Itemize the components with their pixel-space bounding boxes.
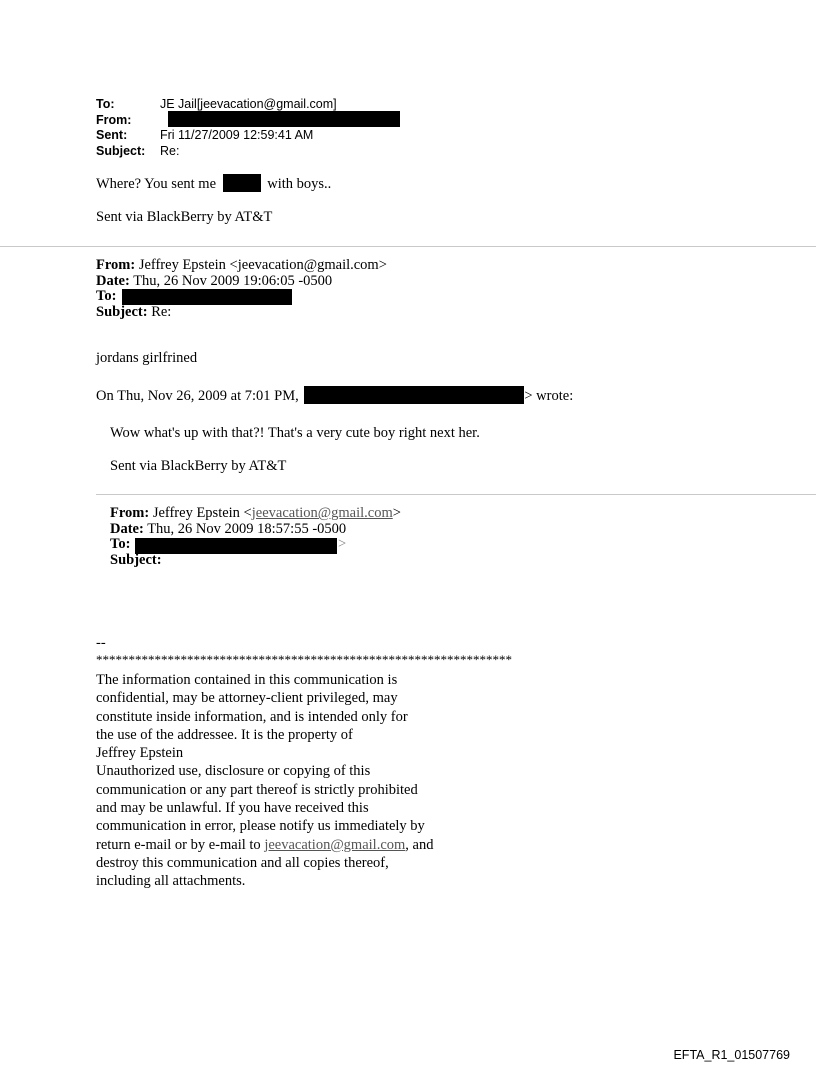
message3-to-label: To: — [110, 536, 131, 552]
message2-date-row — [96, 274, 387, 290]
message2-subject-value: Re: — [151, 303, 172, 320]
message2-quote-body: Wow what's up with that?! That's a very cute boy right next her. — [110, 425, 480, 441]
disclaimer-line: and may be unlawful. If you have received this — [96, 800, 369, 817]
to-value: JE Jail[jeevacation@gmail.com] — [160, 97, 337, 111]
disclaimer-line10-pre: return e-mail or by e-mail to — [96, 836, 261, 853]
disclaimer-line: confidential, may be attorney-client privileged, may — [96, 690, 398, 707]
signature-stars: **************************************************************** — [96, 652, 512, 667]
disclaimer-line: including all attachments. — [96, 873, 246, 890]
message3-from-email-link[interactable]: jeevacation@gmail.com — [251, 505, 393, 521]
message2-body: jordans girlfrined — [96, 350, 198, 366]
disclaimer-line: Unauthorized use, disclosure or copying of this — [96, 763, 371, 780]
disclaimer-line — [96, 836, 433, 854]
confidentiality-disclaimer — [96, 671, 433, 891]
message2-subject-label: Subject: — [96, 303, 148, 320]
message2-from-value: Jeffrey Epstein <jeevacation@gmail.com> — [138, 257, 387, 273]
document-id: EFTA_R1_01507769 — [673, 1048, 790, 1062]
message3-subject-label: Subject: — [110, 551, 162, 568]
message2-quote-intro — [96, 386, 573, 405]
message2-date-label: Date: — [96, 272, 130, 289]
disclaimer-line: communication or any part thereof is strictly prohibited — [96, 781, 418, 798]
subject-label: Subject: — [96, 143, 146, 158]
disclaimer-line: The information contained in this communication is — [96, 672, 398, 688]
message3-from-label: From: — [110, 505, 150, 521]
message2-subject-row — [96, 305, 387, 321]
message3-date-value: Thu, 26 Nov 2009 18:57:55 -0500 — [147, 520, 347, 537]
message2-to-label: To: — [96, 288, 117, 304]
message3-subject-row — [110, 553, 401, 569]
message1-body-pre: Where? You sent me — [96, 176, 217, 192]
message1-body-post: with boys.. — [267, 176, 332, 192]
disclaimer-line10-post: , and — [405, 836, 434, 853]
message2-to-row — [96, 289, 387, 305]
message2-date-value: Thu, 26 Nov 2009 19:06:05 -0500 — [133, 272, 333, 289]
quote-intro-post: > wrote: — [524, 388, 574, 404]
disclaimer-line: Jeffrey Epstein — [96, 745, 184, 762]
message3-to-row — [110, 537, 401, 553]
message1-body — [96, 174, 331, 193]
disclaimer-email-link[interactable]: jeevacation@gmail.com — [264, 836, 406, 853]
message3-to-tail: > — [338, 536, 347, 552]
signature-dashes: -- — [96, 635, 106, 651]
disclaimer-line: constitute inside information, and is intended only for — [96, 708, 408, 725]
sent-label: Sent: — [96, 128, 128, 142]
message2-quote-signature: Sent via BlackBerry by AT&T — [110, 458, 287, 474]
from-label: From: — [96, 112, 132, 127]
message3-from-pre: Jeffrey Epstein < — [152, 505, 252, 521]
divider — [0, 246, 816, 247]
message3-from-row — [110, 506, 401, 522]
sent-value: Fri 11/27/2009 12:59:41 AM — [160, 128, 314, 142]
divider — [96, 494, 816, 495]
message3-date-label: Date: — [110, 520, 144, 537]
message2-header — [96, 258, 387, 320]
disclaimer-line: destroy this communication and all copies thereof, — [96, 854, 389, 871]
subject-value: Re: — [160, 143, 180, 158]
message2-from-label: From: — [96, 257, 136, 273]
message3-date-row — [110, 522, 401, 538]
quote-intro-pre: On Thu, Nov 26, 2009 at 7:01 PM, — [96, 388, 299, 404]
to-label: To: — [96, 97, 115, 111]
redaction-block — [168, 111, 400, 127]
redaction-block — [304, 386, 524, 404]
message2-from-row — [96, 258, 387, 274]
message1-signature: Sent via BlackBerry by AT&T — [96, 209, 273, 225]
redaction-block — [223, 174, 261, 192]
message3-from-post: > — [392, 505, 401, 521]
message3-header — [110, 506, 401, 568]
disclaimer-line: communication in error, please notify us immediately by — [96, 818, 425, 835]
disclaimer-line: the use of the addressee. It is the property of — [96, 726, 353, 743]
